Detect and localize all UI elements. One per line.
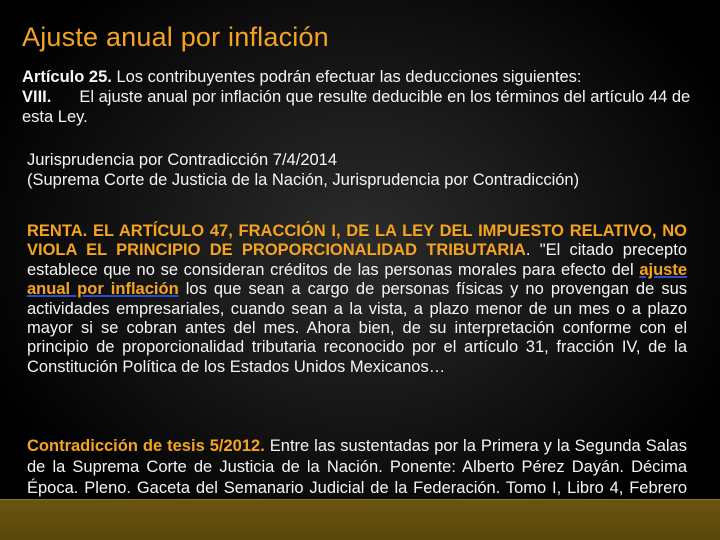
jurisprudence-line-1: Jurisprudencia por Contradicción 7/4/2014 xyxy=(27,151,338,169)
fraction-text: El ajuste anual por inflación que resulte deducible en los términos del artículo 44 de esta Ley. xyxy=(22,88,691,126)
jurisprudence-header xyxy=(27,150,697,190)
article-block xyxy=(22,67,698,127)
jurisprudence-line-2: (Suprema Corte de Justicia de la Nación, Jurisprudencia por Contradicción) xyxy=(27,171,580,189)
thesis-text-after: los que sean a cargo de personas físicas y no provengan de sus actividades empresariales, cuando sean a la vista, a plazo menor de un mes o a plazo mayor si se cobran antes del mes. Ahora bien, de su interpretación conforme con el principio de proporcionalidad tributaria reconocido por el artículo 31, fracción IV, de la Constitución Política de los Estados Unidos Mexicanos… xyxy=(27,280,687,376)
contradiction-label: Contradicción de tesis 5/2012. xyxy=(27,437,265,455)
bottom-bar-divider xyxy=(0,499,720,500)
article-paragraph xyxy=(22,67,698,87)
article-label: Artículo 25. xyxy=(22,68,112,86)
article-text: Los contribuyentes podrán efectuar las deducciones siguientes: xyxy=(116,68,582,86)
slide-title: Ajuste anual por inflación xyxy=(22,22,329,52)
thesis-paragraph xyxy=(27,222,687,377)
fraction-paragraph xyxy=(22,87,698,127)
fraction-label: VIII. xyxy=(22,88,52,106)
bottom-bar xyxy=(0,499,720,540)
thesis-highlight: ajuste anual por inflación xyxy=(27,260,687,299)
thesis-text-before: . "El citado precepto establece que no se consideran créditos de las personas morales para efecto del xyxy=(27,241,687,279)
thesis-heading: RENTA. EL ARTÍCULO 47, FRACCIÓN I, DE LA LEY DEL IMPUESTO RELATIVO, NO VIOLA EL PRINCIPIO DE PROPORCIONALIDAD TRIBUTARIA xyxy=(27,222,687,260)
contradiction-text: Entre las sustentadas por la Primera y la Segunda Salas de la Suprema Corte de Justicia de la Nación. Ponente: Alberto Pérez Dayán. Décima Época. Pleno. Gaceta del Semanario Judicial de la Federación. Tomo I, Libro 4, Febrero xyxy=(27,437,687,497)
